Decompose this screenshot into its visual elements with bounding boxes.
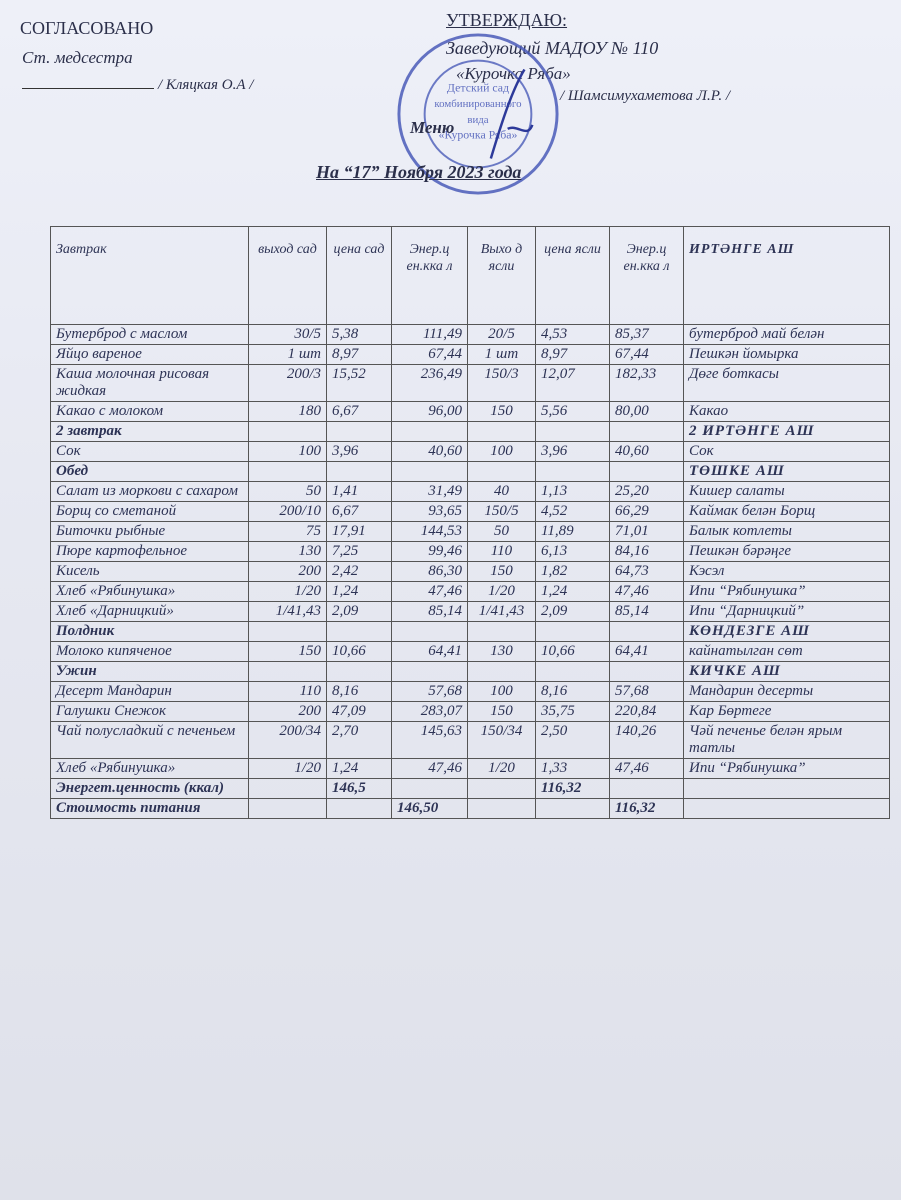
dish-name-tatar: Дөге боткасы (684, 365, 890, 402)
energy-sad: 236,49 (392, 365, 468, 402)
output-yasli: 130 (468, 642, 536, 662)
dish-name: Молоко кипяченое (51, 642, 249, 662)
output-yasli: 150 (468, 402, 536, 422)
price-sad: 5,38 (327, 325, 392, 345)
dish-name: Какао с молоком (51, 402, 249, 422)
empty-cell (327, 622, 392, 642)
energy-total-sad: 146,5 (327, 779, 392, 799)
price-sad: 2,09 (327, 602, 392, 622)
dish-name-tatar: Кэсэл (684, 562, 890, 582)
empty-cell (610, 462, 684, 482)
nurse-position: Ст. медсестра (22, 48, 133, 67)
empty-cell (610, 779, 684, 799)
energy-yasli: 47,46 (610, 759, 684, 779)
energy-yasli: 64,41 (610, 642, 684, 662)
price-yasli: 4,52 (536, 502, 610, 522)
menu-word: Меню (410, 118, 455, 137)
price-sad: 2,42 (327, 562, 392, 582)
output-sad: 200 (249, 702, 327, 722)
price-sad: 1,24 (327, 759, 392, 779)
price-yasli: 35,75 (536, 702, 610, 722)
dish-name: Каша молочная рисовая жидкая (51, 365, 249, 402)
empty-cell (468, 622, 536, 642)
price-yasli: 8,16 (536, 682, 610, 702)
energy-yasli: 47,46 (610, 582, 684, 602)
price-yasli: 11,89 (536, 522, 610, 542)
price-sad: 8,16 (327, 682, 392, 702)
energy-yasli: 40,60 (610, 442, 684, 462)
dish-name: Салат из моркови с сахаром (51, 482, 249, 502)
output-yasli: 150 (468, 702, 536, 722)
dish-name: Бутерброд с маслом (51, 325, 249, 345)
dish-name-tatar: Ипи “Рябинушка” (684, 582, 890, 602)
empty-cell (392, 622, 468, 642)
dish-name-tatar: Балык котлеты (684, 522, 890, 542)
dish-name: Хлеб «Рябинушка» (51, 582, 249, 602)
output-sad: 180 (249, 402, 327, 422)
energy-sad: 283,07 (392, 702, 468, 722)
empty-cell (249, 779, 327, 799)
price-sad: 7,25 (327, 542, 392, 562)
output-sad: 1/20 (249, 759, 327, 779)
energy-yasli: 220,84 (610, 702, 684, 722)
table-header-row (51, 227, 890, 325)
section-name-tatar: КИЧКЕ АШ (684, 662, 890, 682)
table-row (51, 582, 890, 602)
empty-cell (610, 622, 684, 642)
table-row (51, 702, 890, 722)
cost-total-row (51, 799, 890, 819)
empty-cell (684, 779, 890, 799)
energy-yasli: 140,26 (610, 722, 684, 759)
energy-sad: 86,30 (392, 562, 468, 582)
energy-yasli: 182,33 (610, 365, 684, 402)
empty-cell (327, 422, 392, 442)
output-sad: 30/5 (249, 325, 327, 345)
output-yasli: 40 (468, 482, 536, 502)
head-name: / Шамсимухаметова Л.Р. / (560, 88, 731, 104)
output-sad: 110 (249, 682, 327, 702)
dish-name-tatar: Кар Бөртеге (684, 702, 890, 722)
empty-cell (327, 662, 392, 682)
empty-cell (392, 462, 468, 482)
dish-name-tatar: Сок (684, 442, 890, 462)
output-yasli: 50 (468, 522, 536, 542)
svg-text:«Курочка Ряба»: «Курочка Ряба» (438, 127, 518, 142)
empty-cell (468, 662, 536, 682)
energy-sad: 93,65 (392, 502, 468, 522)
output-yasli: 150/34 (468, 722, 536, 759)
price-yasli: 12,07 (536, 365, 610, 402)
section-row (51, 422, 890, 442)
section-name-tatar: ТӨШКЕ АШ (684, 462, 890, 482)
header-energy-yasli: Энер.ц ен.кка л (610, 227, 684, 325)
header-energy-sad: Энер.ц ен.кка л (392, 227, 468, 325)
energy-sad: 31,49 (392, 482, 468, 502)
table-row (51, 402, 890, 422)
table-row (51, 722, 890, 759)
dish-name: Пюре картофельное (51, 542, 249, 562)
dish-name: Яйцо вареное (51, 345, 249, 365)
empty-cell (392, 779, 468, 799)
table-row (51, 562, 890, 582)
energy-yasli: 64,73 (610, 562, 684, 582)
header-output-yasli: Выхо д ясли (468, 227, 536, 325)
dish-name: Биточки рыбные (51, 522, 249, 542)
section-name-tatar: 2 ИРТӘНГЕ АШ (684, 422, 890, 442)
price-sad: 6,67 (327, 502, 392, 522)
dish-name: Десерт Мандарин (51, 682, 249, 702)
price-yasli: 3,96 (536, 442, 610, 462)
approve-label: УТВЕРЖДАЮ: (446, 10, 568, 30)
energy-sad: 96,00 (392, 402, 468, 422)
table-row (51, 502, 890, 522)
output-sad: 75 (249, 522, 327, 542)
energy-total-row (51, 779, 890, 799)
svg-text:комбинированного: комбинированного (434, 98, 522, 111)
price-yasli: 2,09 (536, 602, 610, 622)
table-row (51, 325, 890, 345)
table-row (51, 682, 890, 702)
output-yasli: 20/5 (468, 325, 536, 345)
energy-yasli: 71,01 (610, 522, 684, 542)
output-sad: 200/34 (249, 722, 327, 759)
nurse-name: / Кляцкая О.А / (158, 77, 254, 93)
cost-total-label: Стоимость питания (51, 799, 249, 819)
price-sad: 17,91 (327, 522, 392, 542)
table-row (51, 759, 890, 779)
table-row (51, 345, 890, 365)
section-name: Обед (51, 462, 249, 482)
empty-cell (536, 622, 610, 642)
output-yasli: 150/5 (468, 502, 536, 522)
energy-sad: 40,60 (392, 442, 468, 462)
empty-cell (536, 662, 610, 682)
approved-label: СОГЛАСОВАНО (20, 18, 154, 38)
output-sad: 130 (249, 542, 327, 562)
empty-cell (249, 622, 327, 642)
output-yasli: 150/3 (468, 365, 536, 402)
dish-name-tatar: Каймак белән Борщ (684, 502, 890, 522)
empty-cell (468, 422, 536, 442)
output-yasli: 100 (468, 442, 536, 462)
section-name: Ужин (51, 662, 249, 682)
section-name: 2 завтрак (51, 422, 249, 442)
section-name: Полдник (51, 622, 249, 642)
price-yasli: 10,66 (536, 642, 610, 662)
document-title: На “17” Ноября 2023 года (316, 162, 522, 182)
energy-sad: 111,49 (392, 325, 468, 345)
dish-name: Кисель (51, 562, 249, 582)
price-sad: 6,67 (327, 402, 392, 422)
output-yasli: 150 (468, 562, 536, 582)
section-row (51, 662, 890, 682)
dish-name-tatar: Ипи “Дарницкий” (684, 602, 890, 622)
output-sad: 1/20 (249, 582, 327, 602)
price-yasli: 1,33 (536, 759, 610, 779)
empty-cell (249, 799, 327, 819)
table-row (51, 442, 890, 462)
signature-blank (22, 74, 154, 89)
price-sad: 1,24 (327, 582, 392, 602)
price-yasli: 1,13 (536, 482, 610, 502)
head-position: Заведующий МАДОУ № 110 (446, 38, 659, 58)
header-meal: Завтрак (51, 227, 249, 325)
table-row (51, 522, 890, 542)
energy-total-yasli: 116,32 (536, 779, 610, 799)
header-price-yasli: цена ясли (536, 227, 610, 325)
output-yasli: 100 (468, 682, 536, 702)
dish-name-tatar: кайнатылган сөт (684, 642, 890, 662)
price-sad: 2,70 (327, 722, 392, 759)
dish-name-tatar: Чәй печенье белән ярым татлы (684, 722, 890, 759)
price-yasli: 1,82 (536, 562, 610, 582)
svg-text:Детский сад: Детский сад (446, 80, 510, 95)
energy-yasli: 66,29 (610, 502, 684, 522)
output-sad: 200/10 (249, 502, 327, 522)
price-yasli: 5,56 (536, 402, 610, 422)
output-yasli: 1 шт (468, 345, 536, 365)
energy-yasli: 85,14 (610, 602, 684, 622)
empty-cell (468, 779, 536, 799)
section-row (51, 622, 890, 642)
output-sad: 1/41,43 (249, 602, 327, 622)
empty-cell (610, 422, 684, 442)
kindergarten-name: «Курочка Ряба» (456, 64, 571, 83)
energy-sad: 144,53 (392, 522, 468, 542)
svg-text:вида: вида (467, 113, 489, 126)
energy-sad: 145,63 (392, 722, 468, 759)
cost-total-yasli: 116,32 (610, 799, 684, 819)
energy-yasli: 67,44 (610, 345, 684, 365)
empty-cell (468, 462, 536, 482)
energy-yasli: 84,16 (610, 542, 684, 562)
dish-name: Хлеб «Рябинушка» (51, 759, 249, 779)
energy-total-label: Энергет.ценность (ккал) (51, 779, 249, 799)
output-sad: 150 (249, 642, 327, 662)
empty-cell (610, 662, 684, 682)
energy-sad: 47,46 (392, 759, 468, 779)
empty-cell (536, 422, 610, 442)
dish-name: Чай полусладкий с печеньем (51, 722, 249, 759)
header-tatar: ИРТӘНГЕ АШ (684, 227, 890, 325)
output-sad: 200 (249, 562, 327, 582)
energy-yasli: 85,37 (610, 325, 684, 345)
dish-name: Сок (51, 442, 249, 462)
empty-cell (536, 462, 610, 482)
empty-cell (468, 799, 536, 819)
empty-cell (684, 799, 890, 819)
dish-name-tatar: Пешкән бәрәңге (684, 542, 890, 562)
output-yasli: 1/20 (468, 759, 536, 779)
price-yasli: 6,13 (536, 542, 610, 562)
empty-cell (249, 662, 327, 682)
menu-table (50, 226, 890, 819)
energy-yasli: 57,68 (610, 682, 684, 702)
cost-total-sad: 146,50 (392, 799, 468, 819)
dish-name-tatar: Пешкән йомырка (684, 345, 890, 365)
energy-sad: 67,44 (392, 345, 468, 365)
energy-sad: 64,41 (392, 642, 468, 662)
section-name-tatar: КӨНДЕЗГЕ АШ (684, 622, 890, 642)
energy-yasli: 80,00 (610, 402, 684, 422)
table-row (51, 542, 890, 562)
output-sad: 200/3 (249, 365, 327, 402)
output-sad: 50 (249, 482, 327, 502)
table-row (51, 642, 890, 662)
price-sad: 8,97 (327, 345, 392, 365)
table-row (51, 602, 890, 622)
empty-cell (392, 422, 468, 442)
empty-cell (249, 462, 327, 482)
section-row (51, 462, 890, 482)
output-yasli: 1/41,43 (468, 602, 536, 622)
dish-name-tatar: Мандарин десерты (684, 682, 890, 702)
empty-cell (327, 799, 392, 819)
dish-name-tatar: Кишер салаты (684, 482, 890, 502)
price-sad: 10,66 (327, 642, 392, 662)
empty-cell (392, 662, 468, 682)
dish-name-tatar: Какао (684, 402, 890, 422)
header-output-sad: выход сад (249, 227, 327, 325)
output-yasli: 1/20 (468, 582, 536, 602)
energy-sad: 57,68 (392, 682, 468, 702)
energy-sad: 85,14 (392, 602, 468, 622)
table-row (51, 365, 890, 402)
price-yasli: 2,50 (536, 722, 610, 759)
nurse-signature-line (22, 74, 253, 94)
price-yasli: 8,97 (536, 345, 610, 365)
dish-name: Борщ со сметаной (51, 502, 249, 522)
output-sad: 1 шт (249, 345, 327, 365)
table-row (51, 482, 890, 502)
dish-name: Хлеб «Дарницкий» (51, 602, 249, 622)
energy-sad: 47,46 (392, 582, 468, 602)
price-yasli: 4,53 (536, 325, 610, 345)
energy-sad: 99,46 (392, 542, 468, 562)
dish-name-tatar: Ипи “Рябинушка” (684, 759, 890, 779)
price-sad: 3,96 (327, 442, 392, 462)
empty-cell (249, 422, 327, 442)
energy-yasli: 25,20 (610, 482, 684, 502)
price-sad: 1,41 (327, 482, 392, 502)
empty-cell (536, 799, 610, 819)
price-sad: 47,09 (327, 702, 392, 722)
header-price-sad: цена сад (327, 227, 392, 325)
price-sad: 15,52 (327, 365, 392, 402)
output-yasli: 110 (468, 542, 536, 562)
output-sad: 100 (249, 442, 327, 462)
price-yasli: 1,24 (536, 582, 610, 602)
dish-name: Галушки Снежок (51, 702, 249, 722)
dish-name-tatar: бутерброд май белән (684, 325, 890, 345)
empty-cell (327, 462, 392, 482)
